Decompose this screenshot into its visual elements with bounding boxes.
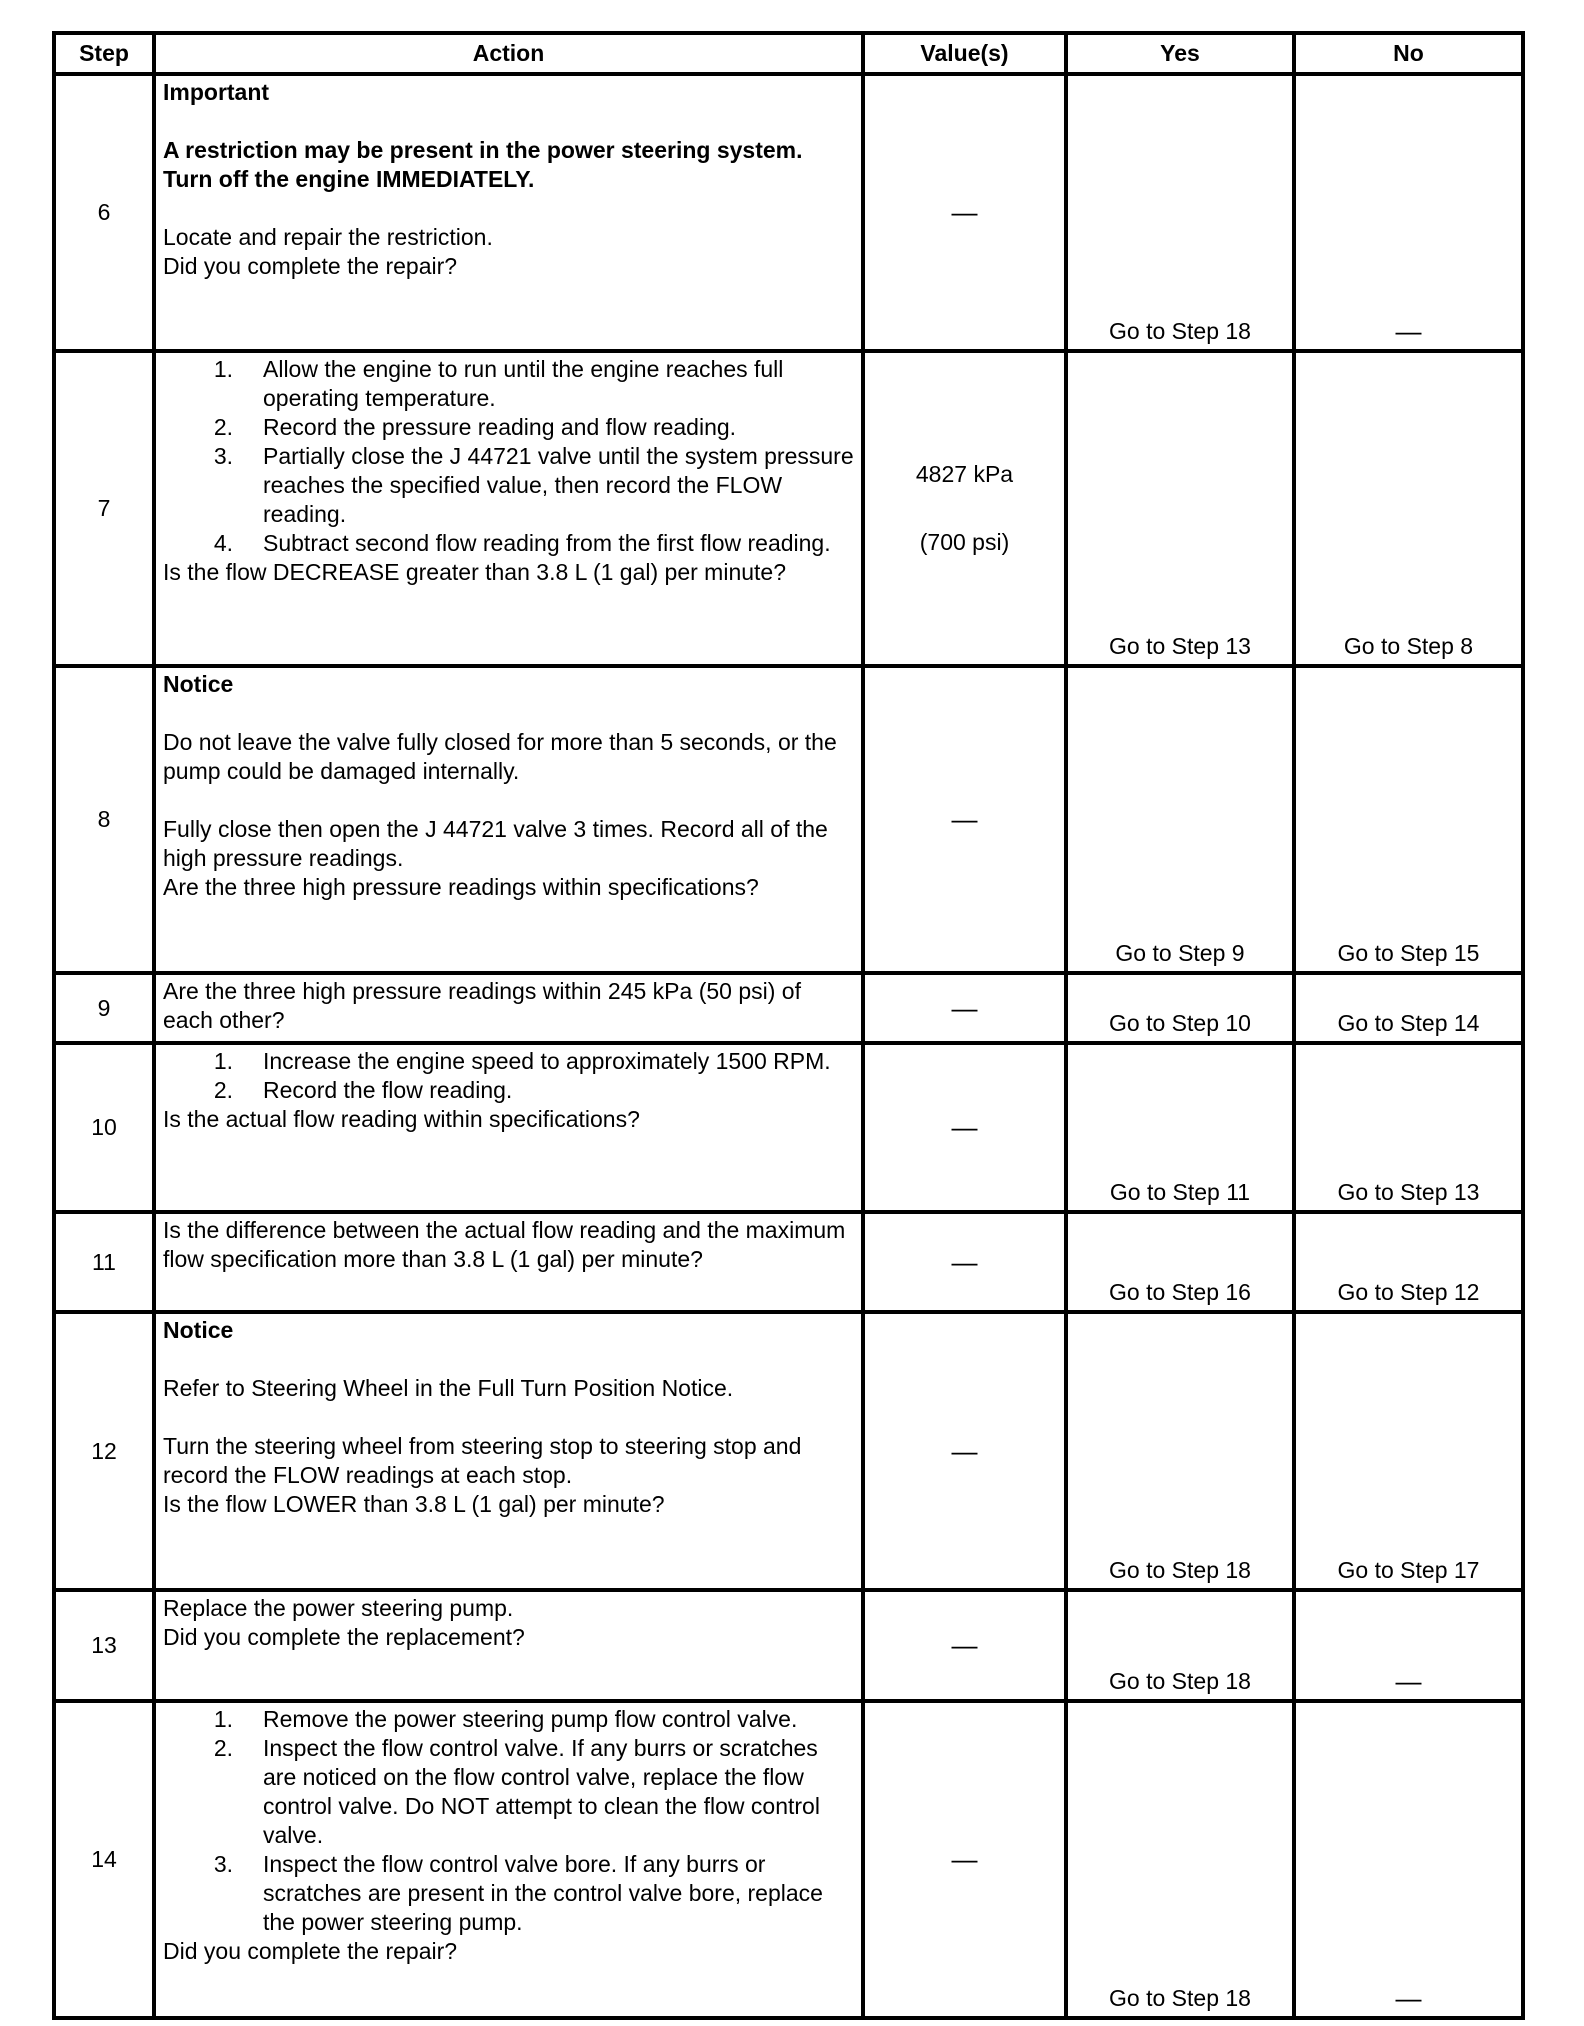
yes-cell: Go to Step 9 [1066, 666, 1294, 973]
list-item: 4. Subtract second flow reading from the first flow reading. [213, 530, 831, 556]
value-cell: — [863, 1043, 1066, 1212]
action-cell [154, 74, 863, 351]
table-row-step-8 [54, 666, 1523, 973]
yes-cell: Go to Step 13 [1066, 351, 1294, 666]
procedure-list [163, 1047, 855, 1105]
notice-text: Do not leave the valve fully closed for more than 5 seconds, or the pump could be damaged internally. [163, 729, 837, 784]
step-number: 11 [54, 1212, 154, 1312]
step-number: 14 [54, 1701, 154, 2018]
important-text: A restriction may be present in the power steering system. Turn off the engine IMMEDIATELY. [163, 137, 803, 192]
value-cell: — [863, 1212, 1066, 1312]
action-text: Turn the steering wheel from steering stop to steering stop and record the FLOW readings at each stop. [163, 1433, 802, 1488]
list-item: 1. Allow the engine to run until the engine reaches full operating temperature. [213, 356, 784, 411]
list-item: 2. Record the pressure reading and flow reading. [213, 414, 737, 440]
value-cell: — [863, 666, 1066, 973]
action-question: Did you complete the replacement? [163, 1624, 525, 1650]
notice-title: Notice [163, 1317, 234, 1343]
value-cell: — [863, 973, 1066, 1043]
header-no: No [1294, 33, 1523, 74]
list-item: 3. Partially close the J 44721 valve until the system pressure reaches the specified value, then record the FLOW reading. [213, 443, 854, 527]
table-row-step-6 [54, 74, 1523, 351]
list-item: 2. Record the flow reading. [213, 1077, 513, 1103]
action-cell [154, 1312, 863, 1590]
list-item: 3. Inspect the flow control valve bore. If any burrs or scratches are present in the control valve bore, replace the power steering pump. [213, 1851, 823, 1935]
yes-cell: Go to Step 18 [1066, 1312, 1294, 1590]
action-cell [154, 1590, 863, 1701]
step-number: 6 [54, 74, 154, 351]
value-cell: — [863, 1312, 1066, 1590]
table-row-step-10 [54, 1043, 1523, 1212]
action-cell [154, 1701, 863, 2018]
action-question: Did you complete the repair? [163, 1938, 458, 1964]
header-row [54, 33, 1523, 74]
yes-cell: Go to Step 10 [1066, 973, 1294, 1043]
no-cell: — [1294, 1590, 1523, 1701]
step-number: 10 [54, 1043, 154, 1212]
notice-text: Refer to Steering Wheel in the Full Turn Position Notice. [163, 1375, 734, 1401]
yes-cell: Go to Step 11 [1066, 1043, 1294, 1212]
step-number: 7 [54, 351, 154, 666]
yes-cell: Go to Step 18 [1066, 74, 1294, 351]
value-cell: — [863, 1590, 1066, 1701]
action-cell [154, 1043, 863, 1212]
action-cell [154, 666, 863, 973]
value-cell: — [863, 74, 1066, 351]
table-row-step-11 [54, 1212, 1523, 1312]
table-row-step-9 [54, 973, 1523, 1043]
notice-title: Important [163, 79, 270, 105]
step-number: 9 [54, 973, 154, 1043]
table-row-step-12 [54, 1312, 1523, 1590]
no-cell: Go to Step 14 [1294, 973, 1523, 1043]
no-cell: Go to Step 17 [1294, 1312, 1523, 1590]
action-question: Is the flow LOWER than 3.8 L (1 gal) per minute? [163, 1491, 665, 1517]
action-question: Is the difference between the actual flow reading and the maximum flow specification more than 3.8 L (1 gal) per minute? [163, 1217, 846, 1272]
action-question: Are the three high pressure readings within specifications? [163, 874, 759, 900]
action-cell [154, 351, 863, 666]
action-question: Is the actual flow reading within specifications? [163, 1106, 640, 1132]
yes-cell: Go to Step 18 [1066, 1701, 1294, 2018]
action-text: Locate and repair the restriction. [163, 224, 493, 250]
header-yes: Yes [1066, 33, 1294, 74]
header-action: Action [154, 33, 863, 74]
table-row-step-14 [54, 1701, 1523, 2018]
table-row-step-13 [54, 1590, 1523, 1701]
value-cell [863, 351, 1066, 666]
yes-cell: Go to Step 16 [1066, 1212, 1294, 1312]
action-question: Is the flow DECREASE greater than 3.8 L (1 gal) per minute? [163, 559, 787, 585]
value-cell: — [863, 1701, 1066, 2018]
action-question: Did you complete the repair? [163, 253, 458, 279]
header-values: Value(s) [863, 33, 1066, 74]
notice-title: Notice [163, 671, 234, 697]
value-psi: (700 psi) [919, 529, 1010, 555]
action-question: Are the three high pressure readings within 245 kPa (50 psi) of each other? [163, 978, 801, 1033]
step-number: 8 [54, 666, 154, 973]
no-cell: Go to Step 12 [1294, 1212, 1523, 1312]
list-item: 1. Increase the engine speed to approximately 1500 RPM. [213, 1048, 831, 1074]
value-kpa: 4827 kPa [915, 461, 1014, 487]
table-row-step-7 [54, 351, 1523, 666]
list-item: 1. Remove the power steering pump flow control valve. [213, 1706, 798, 1732]
action-cell [154, 1212, 863, 1312]
action-text: Replace the power steering pump. [163, 1595, 514, 1621]
action-cell [154, 973, 863, 1043]
header-step: Step [54, 33, 154, 74]
procedure-list [163, 1705, 855, 1937]
diagnostic-table [52, 31, 1525, 2020]
no-cell: Go to Step 13 [1294, 1043, 1523, 1212]
action-text: Fully close then open the J 44721 valve 3 times. Record all of the high pressure readings. [163, 816, 828, 871]
step-number: 12 [54, 1312, 154, 1590]
yes-cell: Go to Step 18 [1066, 1590, 1294, 1701]
no-cell: — [1294, 1701, 1523, 2018]
no-cell: Go to Step 15 [1294, 666, 1523, 973]
no-cell: Go to Step 8 [1294, 351, 1523, 666]
step-number: 13 [54, 1590, 154, 1701]
procedure-list [163, 355, 855, 558]
list-item: 2. Inspect the flow control valve. If any burrs or scratches are noticed on the flow control valve, replace the flow control valve. Do NOT attempt to clean the flow control valve. [213, 1735, 820, 1848]
no-cell: — [1294, 74, 1523, 351]
